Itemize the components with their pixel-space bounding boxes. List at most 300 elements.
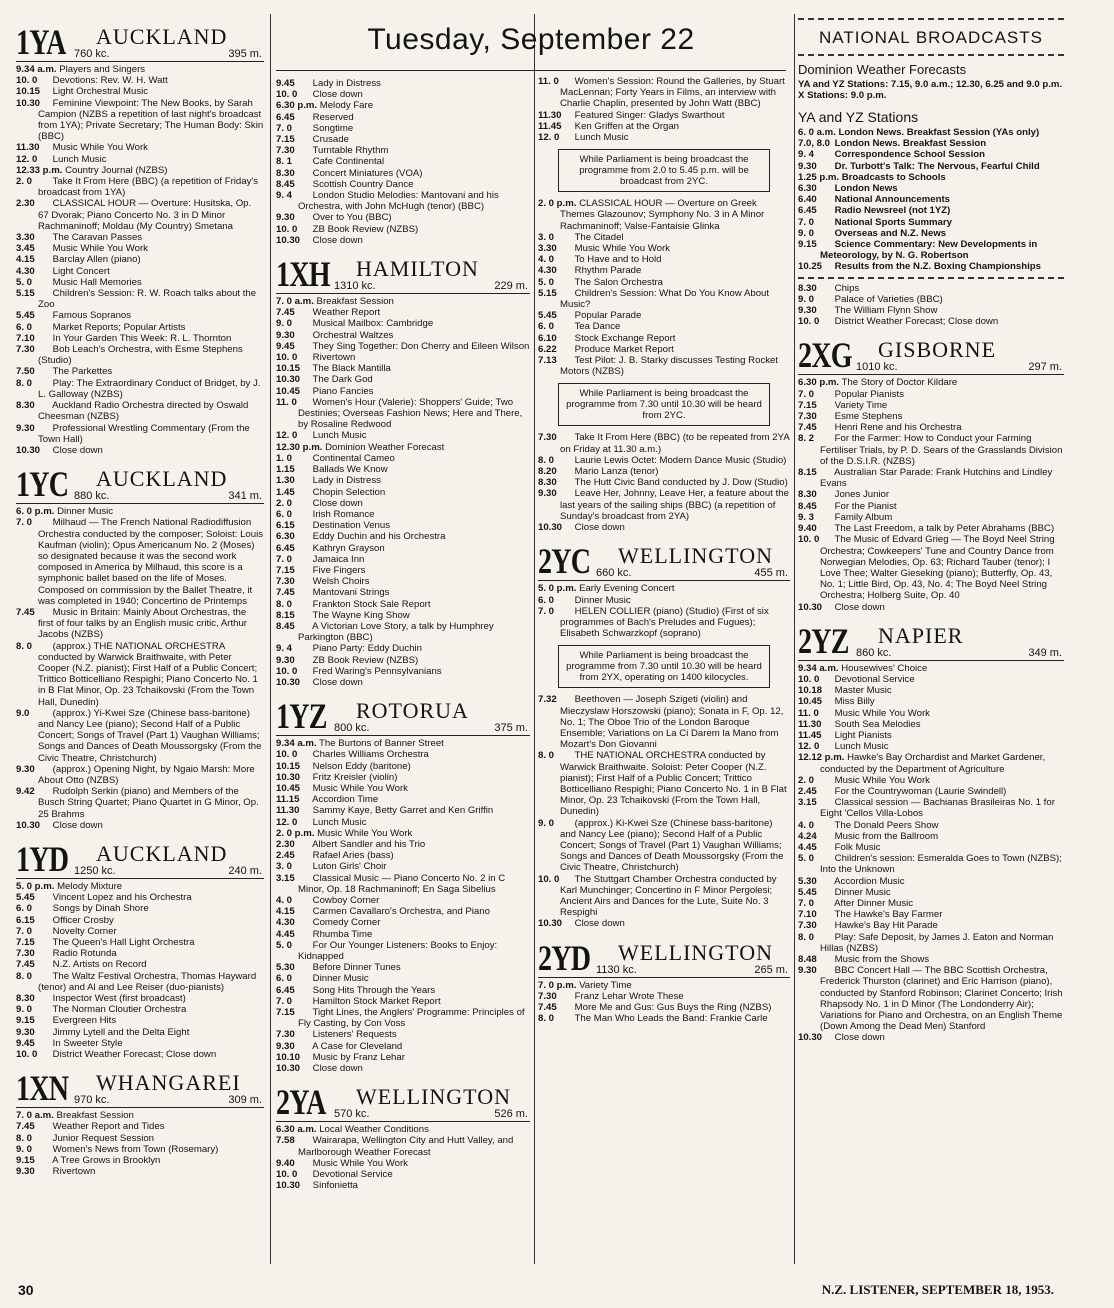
programme-item [538, 918, 790, 929]
programme-time: 12. 0 [276, 816, 298, 828]
programme-item [798, 752, 1064, 774]
programme-title: The Music of Edvard Grieg — The Boyd Neel String Orchestra; Cowkeepers' Tune and Country Dance from Norwegian Melodies, Op. 63; Richard Tauber (tenor); I Love Thee; Walter Gieseking (piano); Butterfly, Op. 43, No. 1; Little Bird, Op. 43, No. 4; The Boyd Neel String Orchestra; Holberg Suite, Op. 40 [820, 534, 1055, 602]
programme-time: 1. 0 [276, 452, 293, 464]
programme-time: 7. 0 [798, 897, 815, 909]
programme-time: 7. 0 [276, 122, 293, 134]
programme-item [798, 696, 1064, 707]
programme-title: Featured Singer: Gladys Swarthout [574, 109, 725, 121]
programme-item [276, 783, 530, 794]
programme-time: 7. 0 [276, 553, 293, 565]
programme-time: 9. 0 [798, 293, 815, 305]
programme-time: 7. 0 [798, 388, 815, 400]
programme-time: 7.45 [276, 307, 295, 319]
station-header [798, 619, 1064, 659]
programme-time: 5. 0 p.m. [16, 881, 55, 892]
programme-title: Australian Star Parade: Frank Hutchins and Lindley Evans [820, 467, 1053, 490]
programme-title: Hawke's Bay Hit Parade [834, 920, 938, 932]
programme-item [16, 971, 264, 993]
programme-time: 6.45 [276, 542, 295, 554]
programme-time: 10.30 [16, 444, 41, 456]
programme-title: Song Hits Through the Years [312, 984, 436, 996]
national-broadcasts-banner: NATIONAL BROADCASTS [798, 18, 1064, 56]
programme-time: 6. 0 a.m. [798, 127, 836, 138]
programme-item [276, 973, 530, 984]
programme-title: Vincent Lopez and his Orchestra [52, 892, 192, 904]
programme-item [538, 265, 790, 276]
programme-time: 10.45 [276, 385, 301, 397]
programme-time: 8. 0 [16, 970, 33, 982]
programme-time: 10. 0 [798, 316, 820, 328]
programme-title: Take It From Here (BBC) (a repetition of Friday's broadcast from 1YA) [38, 176, 258, 199]
programme-item [276, 397, 530, 431]
programme-item [276, 156, 530, 167]
station-wavelength: 526 m. [494, 1108, 528, 1121]
programme-item [16, 344, 264, 366]
programme-item [276, 839, 530, 850]
programme-item [276, 929, 530, 940]
programme-item [16, 165, 264, 176]
programme-time: 8.45 [276, 178, 295, 190]
programme-item [276, 850, 530, 861]
station-call-sign: 1XN [16, 1068, 69, 1109]
programme-time: 6.10 [538, 332, 557, 344]
programme-time: 6.15 [16, 914, 35, 926]
station-1xn [16, 1066, 264, 1177]
programme-item [798, 523, 1064, 534]
programme-item [538, 132, 790, 143]
programme-time: 5.45 [798, 886, 817, 898]
programme-title: Destination Venus [312, 520, 391, 532]
programme-item [16, 993, 264, 1004]
column-rule [270, 14, 271, 1264]
programme-time: 8. 0 [538, 750, 555, 762]
programme-time: 2. 0 p.m. [276, 827, 315, 839]
station-city: WELLINGTON [356, 1084, 511, 1110]
station-2yc [538, 539, 790, 929]
programme-title: For Our Younger Listeners: Books to Enjoy: Kidnapped [298, 939, 498, 963]
programme-title: The Dark God [312, 374, 373, 386]
programme-title: Comedy Corner [312, 917, 381, 929]
programme-title: Radio Newsreel (not 1YZ) [834, 205, 951, 217]
programme-time: 9. 3 [798, 511, 815, 523]
station-2yd [538, 936, 790, 1025]
programme-title: The Black Mantilla [312, 363, 391, 375]
programme-title: Radio Rotunda [52, 948, 117, 960]
programme-item [276, 134, 530, 145]
programme-title: Auckland Radio Orchestra directed by Oswald Cheesman (NZBS) [38, 400, 249, 423]
programme-item [16, 310, 264, 321]
programme-time: 8.30 [16, 993, 35, 1005]
programme-time: 8.30 [276, 167, 295, 179]
programme-title: Music While You Work [834, 707, 930, 719]
station-header [538, 936, 790, 976]
programme-time: 8.45 [798, 500, 817, 512]
weather-forecast-times: YA and YZ Stations: 7.15, 9.0 a.m.; 12.30, 6.25 and 9.0 p.m. X Stations: 9.0 p.m. [798, 79, 1063, 101]
programme-time: 10. 0 [276, 665, 298, 677]
programme-title: Light Orchestral Music [52, 86, 149, 98]
programme-item [798, 909, 1064, 920]
programme-item [276, 621, 530, 643]
programme-title: Children's session: Esmeralda Goes to Town (NZBS); Into the Unknown [820, 853, 1062, 876]
column-4 [798, 14, 1064, 1048]
programme-list [276, 1124, 530, 1191]
programme-title: Lady in Distress [312, 475, 381, 487]
programme-item [276, 940, 530, 962]
programme-title: Melody Fare [319, 100, 374, 112]
programme-time: 5. 0 [276, 939, 293, 951]
programme-item [538, 818, 790, 874]
station-header [276, 1080, 530, 1123]
programme-time: 9.30 [16, 1026, 35, 1038]
programme-title: Jones Junior [834, 489, 890, 501]
programme-time: 7.15 [16, 937, 35, 949]
programme-item [16, 198, 264, 232]
programme-time: 12. 0 [798, 741, 820, 753]
column-3 [538, 14, 790, 1028]
programme-title: London News [834, 183, 898, 195]
programme-time: 9. 0 [276, 318, 293, 330]
programme-title: Music While You Work [52, 142, 148, 154]
programme-item [798, 1032, 1064, 1043]
programme-time: 9.30 [798, 305, 817, 317]
station-header [16, 1066, 264, 1109]
programme-title: Fritz Kreisler (violin) [312, 771, 398, 783]
programme-time: 5.15 [16, 288, 35, 300]
programme-item [276, 749, 530, 760]
programme-time: 7. 0 [798, 216, 815, 228]
programme-time: 2.30 [16, 198, 35, 210]
programme-time: 6. 0 [538, 594, 555, 606]
station-call-sign: 2XG [798, 335, 852, 376]
programme-title: Music While You Work [317, 827, 413, 839]
programme-time: 9.30 [276, 212, 295, 224]
programme-time: 6.22 [538, 343, 557, 355]
programme-item [276, 772, 530, 783]
programme-item [798, 876, 1064, 887]
programme-time: 7. 0 p.m. [538, 979, 577, 991]
programme-time: 11.30 [16, 142, 40, 154]
programme-title: (approx.) THE NATIONAL ORCHESTRA conducted by Warwick Braithwaite, with Peter Cooper (N.Z. pianist); First Half of a Public Concert; Trittico Botticelliano Respighi; Piano Concerto No. 1 in B Flat Minor, Op. 23 Tchaikovski (From the Town Hall, Dunedin) [38, 640, 258, 708]
programme-time: 9. 0 [16, 1004, 33, 1016]
programme-item [276, 112, 530, 123]
programme-item [16, 1038, 264, 1049]
programme-item [798, 239, 1064, 261]
programme-item [16, 277, 264, 288]
programme-title: Five Fingers [312, 564, 366, 576]
programme-title: Classical Music — Piano Concerto No. 2 in C Minor, Op. 18 Rachmaninoff; En Saga Sibelius [298, 872, 506, 895]
programme-title: Wairarapa, Wellington City and Hutt Valley, and Marlborough Weather Forecast [298, 1135, 514, 1158]
programme-item [16, 915, 264, 926]
programme-title: Irish Romance [312, 508, 375, 520]
programme-title: The Stuttgart Chamber Orchestra conducted by Karl Munchinger; Concertino in F Minor Pergolesi; Ancient Airs and Dances for the Lute, Suite No. 3 Respighi [560, 873, 777, 919]
programme-time: 7.0, 8.0 [798, 138, 831, 150]
programme-title: Jamaica Inn [312, 553, 365, 565]
station-city: AUCKLAND [96, 841, 228, 866]
programme-time: 4. 0 [276, 895, 293, 906]
programme-item [16, 322, 264, 333]
programme-time: 7. 0 [16, 925, 33, 937]
programme-item [798, 294, 1064, 305]
programme-item [538, 277, 790, 288]
programme-title: Music from the Shows [834, 954, 930, 965]
programme-title: Children's Session: R. W. Roach talks about the Zoo [38, 288, 257, 311]
programme-item [276, 475, 530, 486]
programme-item [16, 154, 264, 165]
programme-title: Evergreen Hits [52, 1015, 117, 1027]
programme-title: Master Music [834, 685, 892, 697]
programme-item [538, 874, 790, 919]
programme-item [276, 576, 530, 587]
programme-item [276, 190, 530, 212]
programme-time: 4.15 [16, 254, 35, 266]
programme-item [16, 98, 264, 143]
programme-title: District Weather Forecast; Close down [52, 1049, 217, 1061]
programme-time: 6.30 [276, 531, 295, 543]
programme-item [798, 217, 1064, 228]
programme-title: Tight Lines, the Anglers' Programme: Principles of Fly Casting, by Con Voss [298, 1007, 525, 1030]
programme-item [16, 266, 264, 277]
programme-item [798, 965, 1064, 1032]
programme-time: 4.45 [798, 841, 817, 853]
programme-item [798, 127, 1064, 138]
programme-item [276, 587, 530, 598]
programme-time: 8.30 [16, 400, 35, 412]
programme-title: Variety Time [834, 399, 888, 411]
station-wavelength: 375 m. [494, 722, 528, 735]
programme-list [16, 881, 264, 1060]
programme-title: (approx.) Ki-Kwei Sze (Chinese bass-baritone) and Nancy Lee (piano); Second Half of a Public Concert; Songs of Travel (Part 1) Vaughan Williams; Songs and Dances of Death Moussorgsky (From the Civic Theatre, Christchurch) [560, 817, 784, 874]
programme-item [276, 996, 530, 1007]
programme-title: More Me and Gus: Gus Buys the Ring (NZBS) [574, 1001, 772, 1013]
programme-item [16, 86, 264, 97]
programme-title: Chopin Selection [312, 486, 386, 498]
programme-title: The Story of Doctor Kildare [841, 377, 958, 389]
programme-title: Rivertown [312, 352, 356, 364]
programme-title: Over to You (BBC) [312, 212, 392, 224]
programme-item [276, 1007, 530, 1029]
programme-title: Dinner Music [834, 886, 891, 898]
parliament-notice: While Parliament is being broadcast the programme from 7.30 until 10.30 will be heard from 2YC. [558, 383, 770, 426]
programme-list [798, 663, 1064, 1044]
programme-title: Sinfonietta [312, 1180, 359, 1192]
station-wavelength: 229 m. [494, 280, 528, 293]
column-rule [794, 14, 795, 1264]
programme-time: 2.30 [276, 838, 295, 850]
programme-title: (approx.) Yi-Kwei Sze (Chinese bass-baritone) and Nancy Lee (piano); Second Half of a Public Concert; Songs of Travel (Part 1) Vaughan Williams; Songs and Dances of Death Moussorgsky (From the Civic Theatre, Christchurch) [38, 707, 262, 764]
programme-time: 9. 4 [798, 149, 815, 161]
parliament-notice: While Parliament is being broadcast the programme from 7.30 until 10.30 will be heard from 2YX, operating on 1400 kilocycles. [558, 645, 770, 688]
programme-item [16, 786, 264, 820]
publication-line: N.Z. LISTENER, SEPTEMBER 18, 1953. [821, 1282, 1054, 1297]
programme-list [276, 78, 530, 246]
programme-item [798, 898, 1064, 909]
programme-item [276, 917, 530, 928]
programme-title: Lunch Music [312, 816, 367, 828]
programme-item [276, 1180, 530, 1191]
programme-time: 7.30 [798, 920, 817, 932]
programme-time: 9.30 [16, 763, 35, 775]
programme-title: Continental Cameo [312, 452, 395, 464]
programme-title: They Sing Together: Don Cherry and Eileen Wilson [312, 340, 530, 352]
programme-title: Music Hall Memories [52, 276, 142, 288]
programme-time: 7.45 [798, 422, 817, 434]
programme-title: N.Z. Artists on Record [52, 959, 147, 971]
programme-title: For the Pianist [834, 500, 897, 512]
station-wavelength: 395 m. [228, 48, 262, 60]
programme-title: Close down [52, 444, 103, 456]
programme-item [16, 517, 264, 607]
programme-time: 12.12 p.m. [798, 752, 845, 764]
dashed-rule [798, 277, 1064, 279]
programme-title: Orchestral Waltzes [312, 329, 394, 341]
programme-time: 7.30 [538, 990, 557, 1002]
programme-item [276, 352, 530, 363]
programme-title: The Waltz Festival Orchestra, Thomas Hayward (tenor) and Al and Lee Reiser (duo-pianists) [38, 970, 257, 993]
programme-title: Eddy Duchin and his Orchestra [312, 531, 446, 543]
programme-time: 10.30 [16, 819, 41, 831]
programme-list [798, 283, 1064, 328]
programme-title: Popular Parade [574, 310, 642, 322]
programme-item [16, 1166, 264, 1177]
programme-title: Cafe Continental [312, 156, 385, 168]
station-1yc [16, 462, 264, 831]
programme-item [798, 501, 1064, 512]
station-header [16, 20, 264, 60]
programme-item [16, 423, 264, 445]
programme-title: For the Farmer: How to Conduct your Farming Fertiliser Trials, by P. D. Sears of the Grasslands Division of the D.S.I.R. (NZBS) [820, 433, 1063, 467]
station-frequency: 660 kc. [596, 567, 632, 580]
programme-time: 2.45 [276, 850, 295, 862]
programme-time: 7. 0 a.m. [16, 1110, 54, 1122]
programme-time: 9. 0 [798, 227, 815, 239]
programme-item [276, 738, 530, 749]
programme-time: 9.30 [16, 422, 35, 434]
programme-time: 7.45 [276, 587, 295, 599]
programme-item [538, 455, 790, 466]
programme-item [538, 991, 790, 1002]
station-call-sign: 1YD [16, 839, 69, 879]
programme-title: To Have and to Hold [574, 254, 662, 266]
programme-time: 10.30 [538, 522, 563, 534]
programme-item [276, 565, 530, 576]
programme-item [538, 488, 790, 522]
parliament-notice: While Parliament is being broadcast the programme from 2.0 to 5.45 p.m. will be broadcast from 2YC. [558, 149, 770, 192]
programme-time: 5.45 [16, 892, 35, 904]
programme-time: 5. 0 [798, 853, 815, 865]
programme-time: 7.50 [16, 366, 35, 378]
programme-item [276, 985, 530, 996]
programme-item [798, 685, 1064, 696]
station-wavelength: 455 m. [754, 567, 788, 580]
programme-time: 10.45 [798, 696, 823, 708]
programme-item [276, 805, 530, 816]
programme-time: 10.30 [276, 374, 301, 386]
programme-title: Songs by Dinah Shore [52, 903, 149, 915]
programme-item [798, 172, 1064, 183]
station-city: GISBORNE [878, 337, 997, 363]
programme-item [798, 183, 1064, 194]
programme-time: 7.10 [798, 909, 817, 921]
programme-item [276, 861, 530, 872]
programme-time: 4. 0 [798, 819, 815, 831]
programme-title: South Sea Melodies [834, 718, 921, 730]
programme-time: 8.20 [538, 466, 557, 478]
programme-time: 8.30 [798, 489, 817, 501]
programme-title: National Announcements [834, 194, 950, 206]
programme-title: Devotional Service [312, 1169, 393, 1181]
programme-list [16, 506, 264, 831]
station-header [16, 462, 264, 505]
programme-title: Franz Lehar Wrote These [574, 990, 684, 1002]
programme-title: ZB Book Review (NZBS) [312, 654, 419, 666]
programme-time: 8.48 [798, 954, 817, 965]
programme-title: Family Album [834, 511, 893, 523]
programme-title: A Victorian Love Story, a talk by Humphrey Parkington (BBC) [298, 620, 494, 644]
programme-title: London News. Breakfast Session (YAs only) [838, 127, 1040, 138]
programme-time: 2.45 [798, 785, 817, 797]
programme-title: Women's Session: Round the Galleries, by Stuart MacLennan; Forty Years in Films, an interview with Charlie Chaplin, presented by John Watt (BBC) [560, 76, 785, 110]
programme-time: 5. 0 [538, 276, 555, 288]
programme-time: 4.30 [276, 917, 295, 929]
programme-time: 5.30 [798, 875, 817, 887]
programme-title: Broadcasts to Schools [841, 171, 946, 183]
programme-title: The Hawke's Bay Farmer [834, 909, 943, 921]
programme-title: Close down [52, 819, 103, 831]
column-rule [534, 14, 535, 1264]
programme-item [538, 606, 790, 640]
programme-title: Weather Report [312, 307, 381, 319]
programme-item [538, 694, 790, 750]
programme-time: 11. 0 [276, 396, 297, 408]
station-city: HAMILTON [356, 256, 479, 282]
programme-time: 5.45 [538, 310, 557, 322]
programme-time: 6.30 a.m. [276, 1124, 317, 1136]
programme-time: 10. 0 [276, 352, 298, 364]
programme-item [798, 708, 1064, 719]
programme-item [798, 741, 1064, 752]
programme-time: 3. 0 [276, 861, 293, 873]
station-header [798, 333, 1064, 376]
programme-item [276, 1052, 530, 1063]
programme-title: Listeners' Requests [312, 1029, 397, 1041]
programme-item [538, 1002, 790, 1013]
programme-title: In Sweeter Style [52, 1037, 123, 1049]
programme-time: 9. 0 [16, 1143, 33, 1155]
programme-item [276, 761, 530, 772]
station-2yz [798, 619, 1064, 1044]
programme-item [276, 487, 530, 498]
programme-title: Albert Sandler and his Trio [312, 838, 426, 850]
programme-time: 6.30 p.m. [798, 377, 840, 389]
programme-item [276, 1135, 530, 1157]
programme-time: 8. 0 [538, 1013, 555, 1025]
programme-time: 1.45 [276, 486, 295, 498]
programme-title: Close down [312, 89, 363, 101]
programme-item [798, 389, 1064, 400]
programme-item [538, 121, 790, 132]
programme-title: Close down [574, 918, 625, 930]
programme-time: 6. 0 [16, 903, 33, 915]
programme-time: 7.32 [538, 694, 557, 706]
programme-title: Light Concert [52, 265, 110, 277]
programme-item [538, 288, 790, 310]
programme-time: 8. 0 [276, 598, 293, 610]
programme-time: 10.30 [276, 676, 301, 688]
programme-item [798, 602, 1064, 613]
programme-time: 9.40 [276, 1157, 295, 1169]
programme-time: 12. 0 [538, 132, 560, 144]
programme-item [276, 442, 530, 453]
